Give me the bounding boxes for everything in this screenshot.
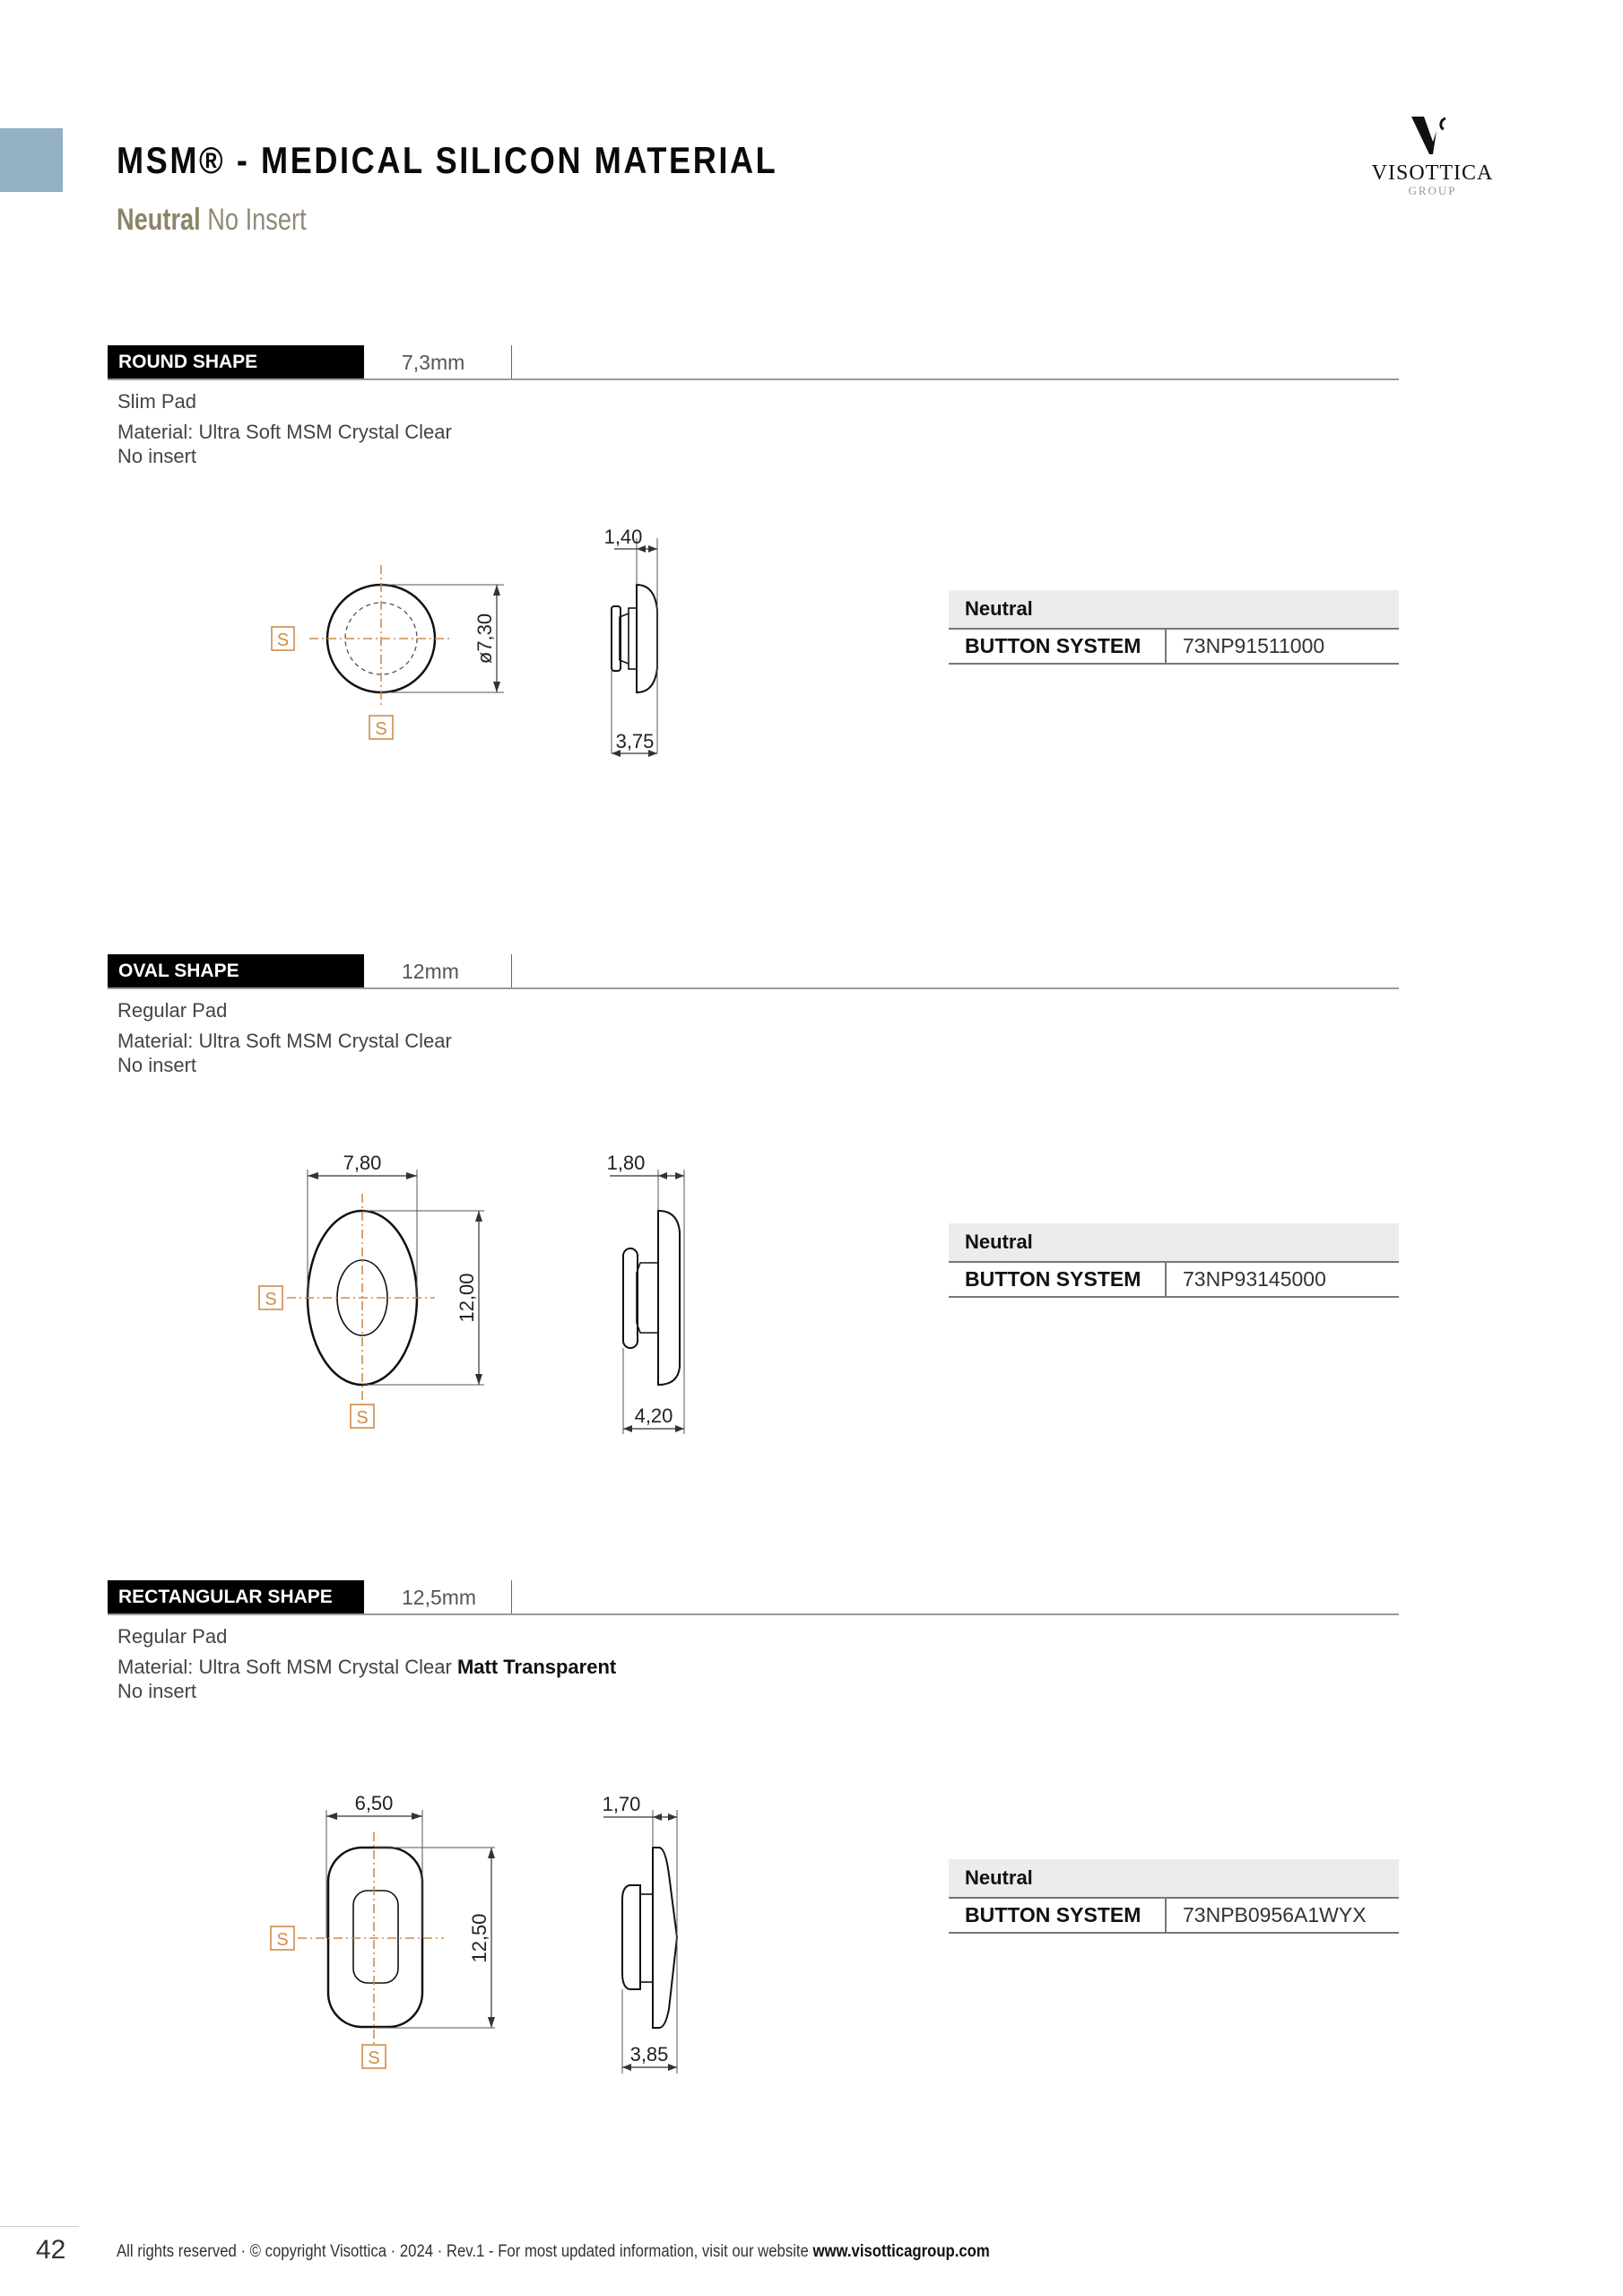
system-label: BUTTON SYSTEM [949, 1898, 1166, 1933]
footer-rule [0, 2226, 79, 2227]
svg-text:ø7,30: ø7,30 [473, 613, 496, 665]
product-code-table [949, 1859, 1399, 1934]
rectangular-pad-technical-drawing [251, 1794, 717, 2108]
table-row [949, 629, 1399, 664]
svg-text:1,80: 1,80 [606, 1152, 646, 1174]
section-shape-label: RECTANGULAR SHAPE [108, 1580, 364, 1613]
material-text: Material: Ultra Soft MSM Crystal Clear [117, 421, 452, 443]
svg-text:7,80: 7,80 [343, 1152, 382, 1174]
website-link[interactable]: www.visotticagroup.com [812, 2242, 990, 2261]
table-header: Neutral [965, 597, 1033, 620]
svg-text:6,50: 6,50 [354, 1794, 394, 1814]
product-code: 73NPB0956A1WYX [1183, 1903, 1367, 1926]
svg-text:1,70: 1,70 [602, 1794, 641, 1815]
subtitle-variant: Neutral [117, 203, 201, 237]
visottica-v-icon [1406, 115, 1460, 156]
copyright-text: All rights reserved · © copyright Visottica · 2024 · Rev.1 - For most updated information, visit our website [117, 2242, 813, 2261]
table-row [949, 1262, 1399, 1297]
pad-type: Regular Pad [117, 1625, 228, 1648]
material-text: Material: Ultra Soft MSM Crystal Clear Matt Transparent [117, 1656, 617, 1678]
svg-text:S: S [375, 719, 387, 739]
svg-text:S: S [265, 1290, 277, 1309]
header-rule [108, 987, 1399, 989]
logo-group: GROUP [1408, 184, 1457, 197]
table-header-row [949, 590, 1399, 629]
material-text: Material: Ultra Soft MSM Crystal Clear [117, 1030, 452, 1052]
section-marker-s-icon [351, 1405, 374, 1428]
insert-text: No insert [117, 445, 197, 467]
header-divider [511, 345, 512, 378]
insert-text: No insert [117, 1054, 197, 1076]
subtitle-insert: No Insert [207, 203, 307, 237]
product-code: 73NP91511000 [1183, 634, 1325, 657]
section-shape-label: OVAL SHAPE [108, 954, 364, 987]
page-number: 42 [36, 2235, 66, 2265]
table-row [949, 1898, 1399, 1933]
section-size: 7,3mm [402, 351, 465, 374]
table-header: Neutral [965, 1231, 1033, 1253]
table-header: Neutral [965, 1866, 1033, 1889]
product-code: 73NP93145000 [1183, 1267, 1326, 1291]
section-size: 12,5mm [402, 1586, 477, 1609]
svg-text:12,00: 12,00 [456, 1273, 478, 1323]
section-marker-s-icon [369, 716, 393, 739]
product-code-table [949, 1223, 1399, 1298]
insert-text: No insert [117, 1680, 197, 1702]
header-divider [511, 954, 512, 987]
section-size: 12mm [402, 960, 459, 983]
svg-text:S: S [276, 631, 290, 650]
pad-type: Slim Pad [117, 390, 197, 413]
svg-text:4,20: 4,20 [634, 1405, 673, 1427]
svg-text:12,50: 12,50 [468, 1913, 490, 1963]
header-divider [511, 1580, 512, 1613]
svg-text:S: S [368, 2048, 380, 2068]
svg-text:S: S [276, 1930, 289, 1950]
svg-text:1,40: 1,40 [603, 526, 643, 548]
system-label: BUTTON SYSTEM [949, 629, 1166, 664]
round-pad-technical-drawing [260, 520, 726, 771]
pad-type: Regular Pad [117, 999, 228, 1022]
svg-text:S: S [356, 1408, 369, 1428]
visottica-logo [1367, 115, 1497, 204]
section-marker-s-icon [272, 627, 294, 650]
oval-pad-technical-drawing [251, 1147, 717, 1452]
footer-text [117, 2242, 990, 2262]
section-marker-s-icon [271, 1926, 294, 1950]
header-rule [108, 1613, 1399, 1615]
system-label: BUTTON SYSTEM [949, 1262, 1166, 1297]
page-subtitle [117, 203, 307, 238]
section-marker-s-icon [259, 1286, 282, 1309]
page-title: MSM® - MEDICAL SILICON MATERIAL [117, 139, 778, 181]
logo-brand: VISOTTICA [1371, 161, 1494, 185]
product-code-table [949, 590, 1399, 665]
table-header-row [949, 1859, 1399, 1898]
section-color-tab [0, 128, 63, 192]
table-header-row [949, 1223, 1399, 1262]
section-shape-label: ROUND SHAPE [108, 345, 364, 378]
section-marker-s-icon [362, 2045, 386, 2068]
svg-text:3,75: 3,75 [615, 730, 655, 752]
header-rule [108, 378, 1399, 380]
svg-text:3,85: 3,85 [629, 2043, 669, 2066]
